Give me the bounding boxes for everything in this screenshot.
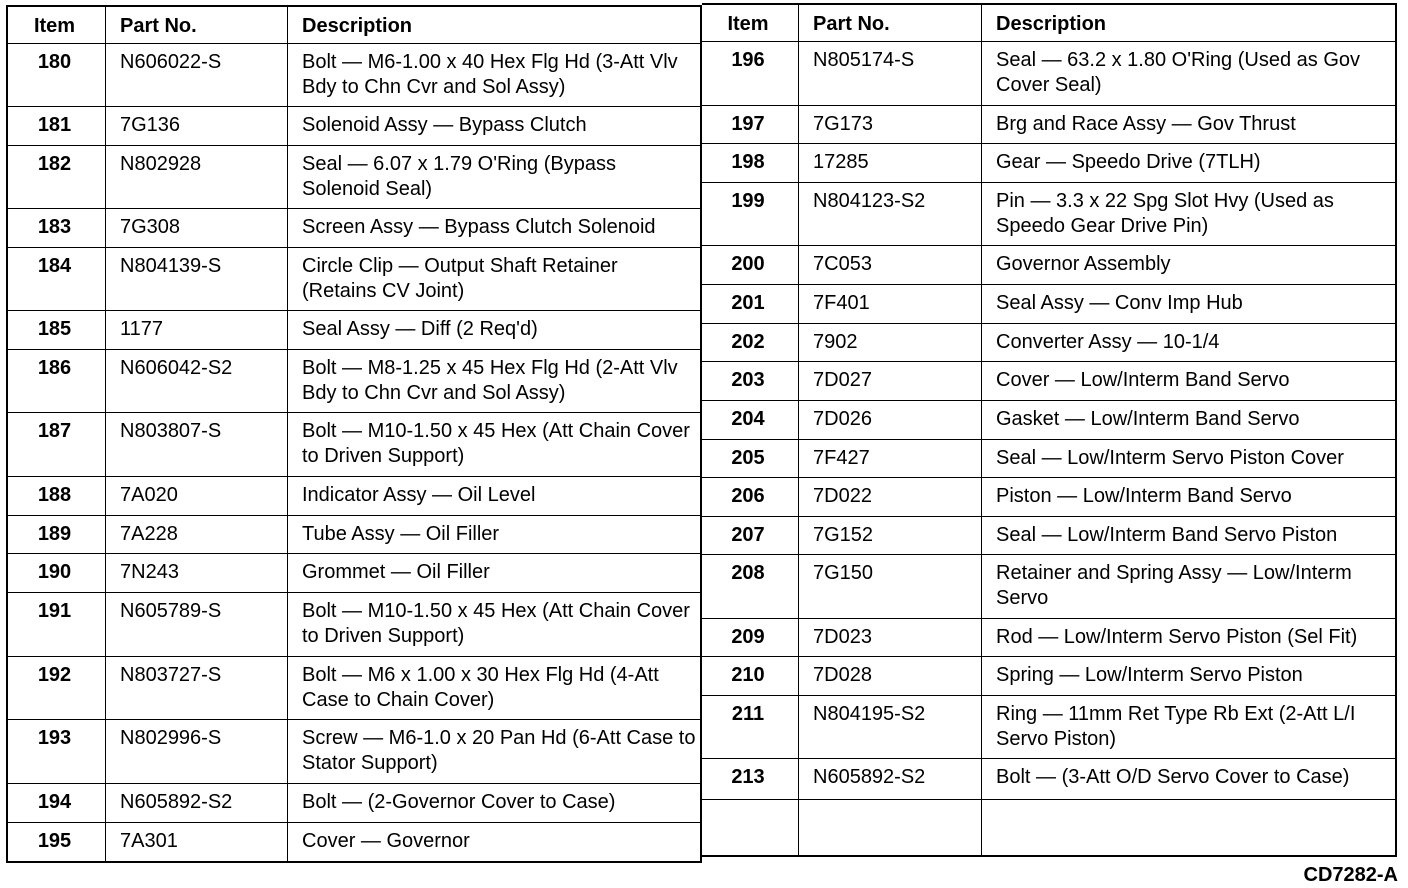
table-row bbox=[8, 593, 700, 657]
item-cell: 182 bbox=[8, 146, 106, 208]
part-cell: 7C053 bbox=[799, 246, 982, 284]
table-row bbox=[702, 696, 1395, 759]
table-row bbox=[8, 784, 700, 823]
table-row bbox=[702, 106, 1395, 144]
table-row bbox=[8, 477, 700, 516]
part-cell: 1177 bbox=[106, 311, 288, 349]
item-cell: 195 bbox=[8, 823, 106, 862]
description-cell: Spring — Low/Interm Servo Piston bbox=[996, 664, 1303, 686]
description-cell: Gear — Speedo Drive (7TLH) bbox=[996, 151, 1261, 173]
description-cell: Cover — Governor bbox=[302, 830, 470, 852]
header-part-no: Part No. bbox=[106, 7, 288, 43]
item-cell: 189 bbox=[8, 516, 106, 553]
item-cell: 211 bbox=[702, 696, 799, 758]
table-row bbox=[702, 362, 1395, 401]
table-row bbox=[702, 401, 1395, 440]
item-cell: 210 bbox=[702, 657, 799, 695]
item-cell: 183 bbox=[8, 209, 106, 247]
item-cell: 204 bbox=[702, 401, 799, 439]
table-row bbox=[702, 759, 1395, 800]
table-row bbox=[8, 823, 700, 862]
item-cell: 206 bbox=[702, 478, 799, 516]
table-row bbox=[8, 44, 700, 107]
item-cell: 180 bbox=[8, 44, 106, 106]
description-cell: Indicator Assy — Oil Level bbox=[302, 484, 536, 506]
item-cell: 208 bbox=[702, 555, 799, 618]
item-cell: 191 bbox=[8, 593, 106, 656]
description-cell: Seal Assy — Diff (2 Req'd) bbox=[302, 318, 538, 340]
description-cell: Solenoid Assy — Bypass Clutch bbox=[302, 114, 587, 136]
description-cell bbox=[982, 800, 1395, 857]
part-cell: N804139-S bbox=[106, 248, 288, 310]
item-cell: 207 bbox=[702, 517, 799, 554]
item-cell: 205 bbox=[702, 440, 799, 477]
item-cell: 201 bbox=[702, 285, 799, 323]
header-description: Description bbox=[996, 13, 1107, 35]
part-cell: 7G150 bbox=[799, 555, 982, 618]
item-cell: 198 bbox=[702, 144, 799, 182]
item-cell: 196 bbox=[702, 42, 799, 105]
header-description: Description bbox=[302, 15, 413, 37]
table-row bbox=[702, 246, 1395, 285]
description-cell: Bolt — (3-Att O/D Servo Cover to Case) bbox=[996, 766, 1350, 788]
item-cell: 202 bbox=[702, 324, 799, 361]
table-row bbox=[8, 311, 700, 350]
parts-table-left bbox=[6, 5, 702, 863]
part-cell: 17285 bbox=[799, 144, 982, 182]
item-cell: 193 bbox=[8, 720, 106, 783]
description-cell: Ring — 11mm Ret Type Rb Ext (2-Att L/I Servo Piston) bbox=[996, 703, 1356, 750]
description-cell: Seal — Low/Interm Servo Piston Cover bbox=[996, 447, 1344, 469]
table-row bbox=[8, 554, 700, 593]
table-row bbox=[702, 440, 1395, 478]
part-cell bbox=[799, 800, 982, 857]
description-cell: Bolt — (2-Governor Cover to Case) bbox=[302, 791, 616, 813]
item-cell: 192 bbox=[8, 657, 106, 719]
part-cell: N803727-S bbox=[106, 657, 288, 719]
part-cell: N605789-S bbox=[106, 593, 288, 656]
part-cell: N605892-S2 bbox=[106, 784, 288, 822]
item-cell: 213 bbox=[702, 759, 799, 799]
part-cell: N805174-S bbox=[799, 42, 982, 105]
part-cell: N804195-S2 bbox=[799, 696, 982, 758]
item-cell: 187 bbox=[8, 413, 106, 476]
part-cell: 7N243 bbox=[106, 554, 288, 592]
table-row bbox=[8, 350, 700, 413]
description-cell: Pin — 3.3 x 22 Spg Slot Hvy (Used as Speedo Gear Drive Pin) bbox=[996, 190, 1334, 237]
header-part-no: Part No. bbox=[799, 5, 982, 41]
header-item: Item bbox=[702, 5, 799, 41]
part-cell: 7G136 bbox=[106, 107, 288, 145]
description-cell: Grommet — Oil Filler bbox=[302, 561, 490, 583]
header-item: Item bbox=[8, 7, 106, 43]
part-cell: 7D022 bbox=[799, 478, 982, 516]
table-row bbox=[702, 183, 1395, 246]
description-cell: Brg and Race Assy — Gov Thrust bbox=[996, 113, 1296, 135]
part-cell: 7A301 bbox=[106, 823, 288, 862]
description-cell: Retainer and Spring Assy — Low/Interm Servo bbox=[996, 562, 1352, 609]
part-cell: N804123-S2 bbox=[799, 183, 982, 245]
description-cell: Screen Assy — Bypass Clutch Solenoid bbox=[302, 216, 656, 238]
part-cell: 7G173 bbox=[799, 106, 982, 143]
item-cell: 197 bbox=[702, 106, 799, 143]
table-row bbox=[702, 478, 1395, 517]
table-row-empty bbox=[702, 800, 1395, 857]
description-cell: Bolt — M6-1.00 x 40 Hex Flg Hd (3-Att Vlv Bdy to Chn Cvr and Sol Assy) bbox=[302, 51, 678, 98]
table-row bbox=[702, 285, 1395, 324]
description-cell: Rod — Low/Interm Servo Piston (Sel Fit) bbox=[996, 626, 1358, 648]
description-cell: Tube Assy — Oil Filler bbox=[302, 523, 500, 545]
description-cell: Converter Assy — 10-1/4 bbox=[996, 331, 1220, 353]
part-cell: N802996-S bbox=[106, 720, 288, 783]
part-cell: 7D023 bbox=[799, 619, 982, 656]
table-row bbox=[702, 324, 1395, 362]
description-cell: Bolt — M6 x 1.00 x 30 Hex Flg Hd (4-Att Case to Chain Cover) bbox=[302, 664, 659, 711]
table-row bbox=[8, 720, 700, 784]
description-cell: Governor Assembly bbox=[996, 253, 1171, 275]
part-cell: N606042-S2 bbox=[106, 350, 288, 412]
part-cell: 7G152 bbox=[799, 517, 982, 554]
item-cell: 185 bbox=[8, 311, 106, 349]
part-cell: 7G308 bbox=[106, 209, 288, 247]
part-cell: 7A228 bbox=[106, 516, 288, 553]
item-cell: 186 bbox=[8, 350, 106, 412]
part-cell: N802928 bbox=[106, 146, 288, 208]
table-row bbox=[8, 413, 700, 477]
part-cell: 7902 bbox=[799, 324, 982, 361]
item-cell: 200 bbox=[702, 246, 799, 284]
item-cell: 188 bbox=[8, 477, 106, 515]
part-cell: N606022-S bbox=[106, 44, 288, 106]
description-cell: Bolt — M10-1.50 x 45 Hex (Att Chain Cover to Driven Support) bbox=[302, 420, 690, 467]
table-row bbox=[702, 144, 1395, 183]
parts-table-right bbox=[702, 3, 1397, 857]
figure-code: CD7282-A bbox=[1303, 864, 1398, 886]
table-header bbox=[702, 5, 1395, 42]
table-row bbox=[702, 42, 1395, 106]
description-cell: Circle Clip — Output Shaft Retainer (Retains CV Joint) bbox=[302, 255, 618, 302]
description-cell: Piston — Low/Interm Band Servo bbox=[996, 485, 1292, 507]
table-row bbox=[8, 248, 700, 311]
part-cell: 7F401 bbox=[799, 285, 982, 323]
part-cell: 7F427 bbox=[799, 440, 982, 477]
item-cell: 190 bbox=[8, 554, 106, 592]
table-header bbox=[8, 7, 700, 44]
item-cell: 184 bbox=[8, 248, 106, 310]
item-cell: 209 bbox=[702, 619, 799, 656]
part-cell: 7D026 bbox=[799, 401, 982, 439]
description-cell: Seal — 6.07 x 1.79 O'Ring (Bypass Solenoid Seal) bbox=[302, 153, 616, 200]
part-cell: 7D027 bbox=[799, 362, 982, 400]
table-row bbox=[702, 657, 1395, 696]
description-cell: Gasket — Low/Interm Band Servo bbox=[996, 408, 1300, 430]
description-cell: Cover — Low/Interm Band Servo bbox=[996, 369, 1290, 391]
description-cell: Seal Assy — Conv Imp Hub bbox=[996, 292, 1243, 314]
table-row bbox=[8, 516, 700, 554]
item-cell: 203 bbox=[702, 362, 799, 400]
item-cell bbox=[702, 800, 799, 857]
part-cell: N803807-S bbox=[106, 413, 288, 476]
item-cell: 199 bbox=[702, 183, 799, 245]
table-row bbox=[702, 619, 1395, 657]
description-cell: Bolt — M10-1.50 x 45 Hex (Att Chain Cover to Driven Support) bbox=[302, 600, 690, 647]
description-cell: Bolt — M8-1.25 x 45 Hex Flg Hd (2-Att Vlv Bdy to Chn Cvr and Sol Assy) bbox=[302, 357, 678, 404]
table-row bbox=[702, 555, 1395, 619]
part-cell: N605892-S2 bbox=[799, 759, 982, 799]
table-row bbox=[8, 657, 700, 720]
table-row bbox=[8, 107, 700, 146]
table-row bbox=[8, 209, 700, 248]
table-row bbox=[8, 146, 700, 209]
part-cell: 7A020 bbox=[106, 477, 288, 515]
item-cell: 194 bbox=[8, 784, 106, 822]
table-row bbox=[702, 517, 1395, 555]
part-cell: 7D028 bbox=[799, 657, 982, 695]
description-cell: Screw — M6-1.0 x 20 Pan Hd (6-Att Case to Stator Support) bbox=[302, 727, 696, 774]
item-cell: 181 bbox=[8, 107, 106, 145]
description-cell: Seal — 63.2 x 1.80 O'Ring (Used as Gov Cover Seal) bbox=[996, 49, 1360, 96]
description-cell: Seal — Low/Interm Band Servo Piston bbox=[996, 524, 1338, 546]
